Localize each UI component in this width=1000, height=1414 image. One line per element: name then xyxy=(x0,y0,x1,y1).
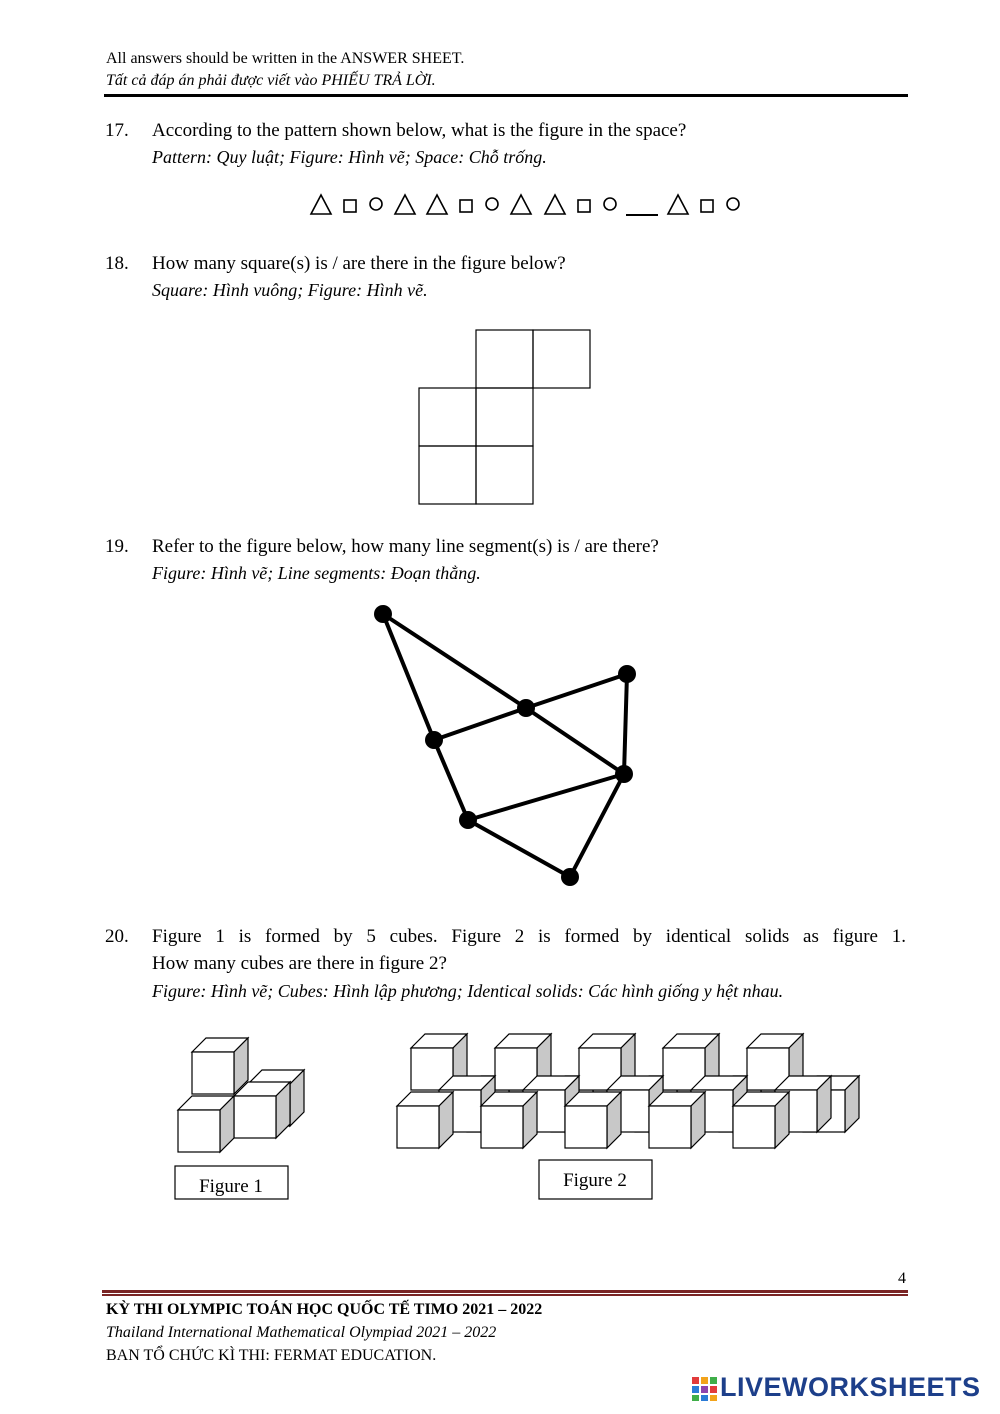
point xyxy=(425,731,443,749)
circle-shape xyxy=(486,198,498,210)
circle-shape xyxy=(604,198,616,210)
square-shape xyxy=(344,200,356,212)
footer-organizer: BAN TỔ CHỨC KÌ THI: FERMAT EDUCATION. xyxy=(106,1347,437,1364)
footer-title: KỲ THI OLYMPIC TOÁN HỌC QUỐC TẾ TIMO 2021 – 2022 xyxy=(106,1301,543,1318)
point xyxy=(517,699,535,717)
figure-1-label: Figure 1 xyxy=(199,1176,263,1197)
point xyxy=(618,665,636,683)
question-translation: Figure: Hình vẽ; Line segments: Đoạn thẳng. xyxy=(152,563,481,583)
triangle-shape xyxy=(545,195,565,214)
pattern-sequence xyxy=(306,190,746,220)
triangle-shape xyxy=(395,195,415,214)
line-segments-figure xyxy=(360,595,660,895)
liveworksheets-logo-icon xyxy=(692,1377,718,1401)
triangle-shape xyxy=(511,195,531,214)
instruction-line-translation: Tất cả đáp án phải được viết vào PHIẾU TRẢ LỜI. xyxy=(106,72,436,89)
cube-figure-1 xyxy=(170,1030,300,1160)
question-text-continued: How many cubes are there in figure 2? xyxy=(152,953,447,974)
square-shape xyxy=(460,200,472,212)
figure-2-label: Figure 2 xyxy=(563,1170,627,1191)
question-number: 18. xyxy=(105,253,129,274)
square-shape xyxy=(578,200,590,212)
question-translation: Figure: Hình vẽ; Cubes: Hình lập phương; Identical solids: Các hình giống y hệt nhau. xyxy=(152,981,784,1001)
figure-1-label-box xyxy=(174,1165,290,1201)
question-text: Refer to the figure below, how many line segment(s) is / are there? xyxy=(152,536,659,557)
squares-figure xyxy=(410,320,610,520)
header-divider xyxy=(104,94,908,97)
question-number: 19. xyxy=(105,536,129,557)
question-number: 17. xyxy=(105,120,129,141)
triangle-shape xyxy=(427,195,447,214)
footer-divider xyxy=(102,1294,908,1296)
question-translation: Square: Hình vuông; Figure: Hình vẽ. xyxy=(152,280,428,300)
point xyxy=(459,811,477,829)
circle-shape xyxy=(370,198,382,210)
square-shape xyxy=(701,200,713,212)
question-translation: Pattern: Quy luật; Figure: Hình vẽ; Space: Chỗ trống. xyxy=(152,147,547,167)
page-number: 4 xyxy=(898,1270,906,1287)
triangle-shape xyxy=(668,195,688,214)
liveworksheets-brand[interactable]: LIVEWORKSHEETS xyxy=(720,1372,981,1402)
footer-divider xyxy=(102,1290,908,1293)
instruction-line: All answers should be written in the ANSWER SHEET. xyxy=(106,50,465,67)
point xyxy=(561,868,579,886)
triangle-shape xyxy=(311,195,331,214)
point xyxy=(374,605,392,623)
question-text: How many square(s) is / are there in the figure below? xyxy=(152,253,566,274)
question-number: 20. xyxy=(105,926,129,947)
question-text: Figure 1 is formed by 5 cubes. Figure 2 is formed by identical solids as figure 1. xyxy=(152,926,906,947)
circle-shape xyxy=(727,198,739,210)
figure-2-label-box xyxy=(538,1159,654,1201)
point xyxy=(615,765,633,783)
footer-subtitle: Thailand International Mathematical Olympiad 2021 – 2022 xyxy=(106,1324,497,1341)
cube-figure-2 xyxy=(395,1030,865,1160)
question-text: According to the pattern shown below, what is the figure in the space? xyxy=(152,120,687,141)
